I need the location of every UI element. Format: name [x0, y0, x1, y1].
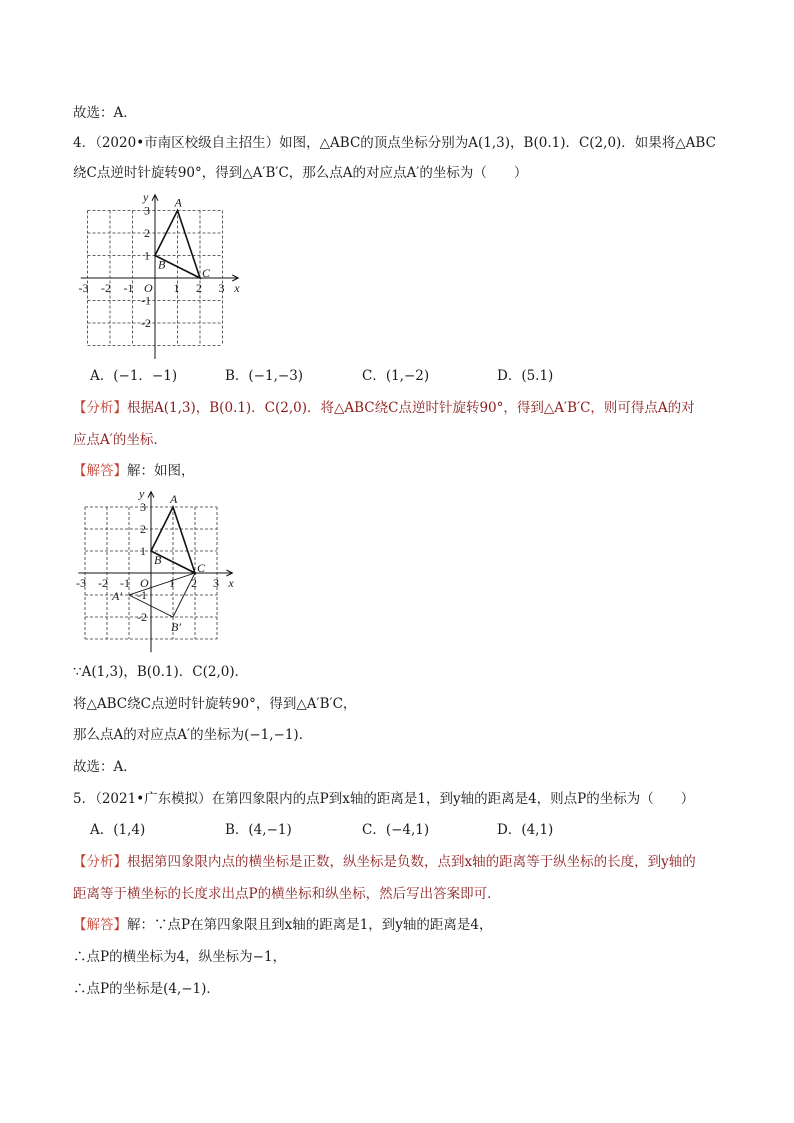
- x-axis-label: x: [234, 281, 240, 295]
- q5-option-c: C．(−4,1): [362, 822, 430, 838]
- x-tick-label: 1: [169, 576, 175, 590]
- x-tick-label: 3: [213, 576, 219, 590]
- q5-solution-line-3: ∴点P的坐标是(4,−1)．: [73, 981, 220, 997]
- q4-solution-figure: [75, 488, 245, 648]
- x-axis-label: x: [228, 576, 234, 590]
- analysis-text: 根据第四象限内点的横坐标是正数，纵坐标是负数，点到x轴的距离等于纵坐标的长度，到y轴的: [127, 854, 696, 870]
- q4-solution-given: ∵A(1,3)，B(0.1)．C(2,0)．: [73, 664, 249, 680]
- y-tick-label: 1: [144, 248, 150, 263]
- y-tick-label: 1: [140, 544, 146, 558]
- q4-stem-line-1: 4．（2020•市南区校级自主招生）如图，△ABC的顶点坐标分别为A(1,3)，B(0.1)．C(2,0)．如果将△ABC: [73, 135, 716, 151]
- analysis-text: 根据A(1,3)，B(0.1)．C(2,0)．将△ABC绕C点逆时针旋转90°，得到△A′B′C，则可得点A的对: [127, 400, 695, 416]
- solution-text: 解：∵点P在第四象限且到x轴的距离是1，到y轴的距离是4，: [127, 917, 493, 933]
- q5-stem-line-1: 5．（2021•广东模拟）在第四象限内的点P到x轴的距离是1，到y轴的距离是4，则点P的坐标为（ ）: [73, 791, 695, 807]
- solution-text: 解：如图，: [127, 463, 195, 479]
- x-tick-label: -2: [101, 281, 111, 295]
- q4-option-d: D．(5.1): [497, 368, 554, 384]
- x-tick-label: 2: [196, 281, 202, 295]
- q5-solution-line-1: [73, 915, 493, 935]
- x-tick-label: -3: [76, 576, 86, 590]
- x-tick-label: -2: [98, 576, 108, 590]
- q4-analysis-line-2: 应点A′的坐标．: [73, 432, 167, 448]
- analysis-tag: 【分析】: [73, 400, 127, 416]
- origin-label: O: [140, 576, 149, 590]
- solution-tag: 【解答】: [73, 463, 127, 479]
- point-a-label: A: [170, 492, 178, 506]
- q4-stem-line-2: 绕C点逆时针旋转90°，得到△A′B′C，那么点A的对应点A′的坐标为（ ）: [73, 165, 528, 181]
- point-b-prime-label: B′: [171, 620, 181, 634]
- origin-label: O: [144, 281, 153, 295]
- y-axis-label: y: [139, 486, 145, 501]
- q5-analysis-line-1: [73, 852, 696, 872]
- y-tick-label: -1: [137, 588, 147, 602]
- solution-tag: 【解答】: [73, 917, 127, 933]
- point-a-label: A: [174, 195, 182, 210]
- x-tick-label: 2: [191, 576, 197, 590]
- q5-solution-line-2: ∴点P的横坐标为4，纵坐标为−1，: [73, 949, 287, 965]
- y-tick-label: 2: [140, 522, 146, 536]
- x-tick-label: 1: [173, 281, 180, 295]
- q5-option-d: D．(4,1): [497, 822, 554, 838]
- q4-answer: 故选：A．: [73, 759, 137, 775]
- point-a-prime-label: A′: [112, 589, 122, 603]
- point-c-label: C: [202, 266, 211, 280]
- y-tick-label: 3: [144, 203, 150, 218]
- q4-solution-line-1: [73, 461, 195, 481]
- point-c-label: C: [197, 561, 206, 575]
- point-b-label: B: [154, 553, 162, 567]
- q5-analysis-line-2: 距离等于横坐标的长度求出点P的横坐标和纵坐标，然后写出答案即可．: [73, 886, 501, 902]
- q4-option-a: A．(−1．−1): [90, 368, 178, 384]
- point-b-label: B: [158, 257, 166, 272]
- x-tick-label: -1: [123, 281, 134, 295]
- q4-analysis-line-1: [73, 398, 695, 418]
- x-tick-label: -3: [78, 281, 89, 295]
- y-tick-label: -2: [137, 610, 147, 624]
- q4-figure: [78, 189, 245, 358]
- x-tick-label: 3: [218, 281, 225, 295]
- y-tick-label: -1: [141, 293, 151, 308]
- q4-solution-result: 那么点A的对应点A′的坐标为(−1,−1)．: [73, 727, 313, 743]
- q4-option-c: C．(1,−2): [362, 368, 430, 384]
- analysis-tag: 【分析】: [73, 854, 127, 870]
- x-tick-label: -1: [120, 576, 130, 590]
- q4-solution-rotate: 将△ABC绕C点逆时针旋转90°，得到△A′B′C，: [73, 696, 357, 712]
- q5-option-b: B．(4,−1): [225, 822, 292, 838]
- y-tick-label: -2: [141, 316, 151, 330]
- previous-answer: 故选：A．: [73, 105, 137, 121]
- y-axis-label: y: [143, 189, 149, 204]
- q5-option-a: A．(1,4): [90, 822, 146, 838]
- y-tick-label: 3: [140, 500, 146, 514]
- q4-option-b: B．(−1,−3): [225, 368, 304, 384]
- y-tick-label: 2: [144, 226, 150, 240]
